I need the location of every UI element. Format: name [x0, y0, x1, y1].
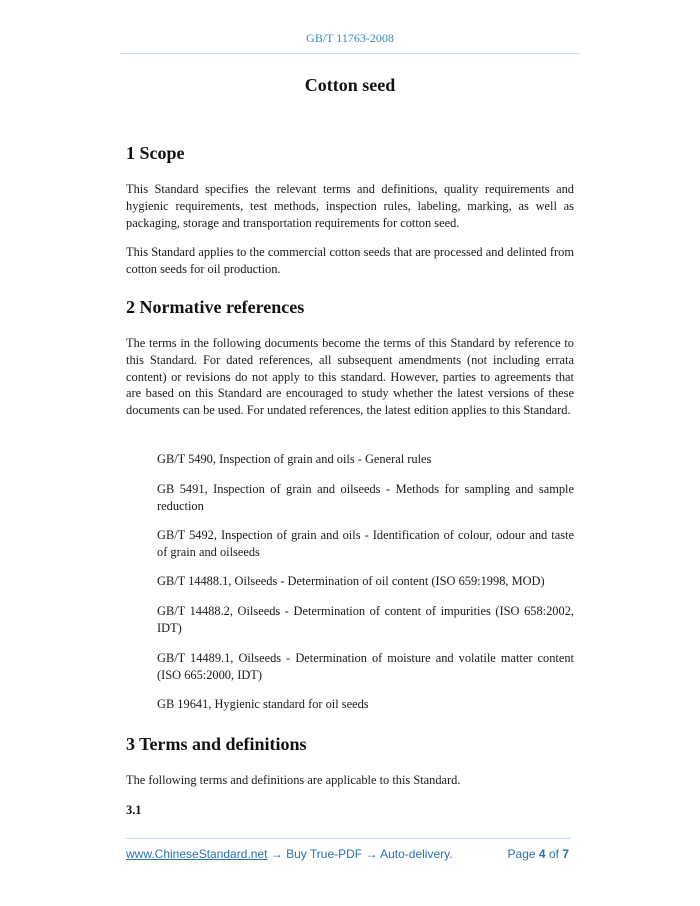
section-heading-normative-references: 2 Normative references — [126, 297, 305, 317]
promo-text: → Buy True-PDF → Auto-delivery. — [267, 847, 453, 861]
section-heading-terms-definitions: 3 Terms and definitions — [126, 734, 307, 754]
current-page: 4 — [538, 847, 546, 861]
standard-code-header: GB/T 11763-2008 — [306, 31, 394, 45]
clause-number: 3.1 — [126, 803, 142, 817]
page-footer — [126, 847, 571, 861]
scope-paragraph-1: This Standard specifies the relevant terms and definitions, quality requirements and hygienic requirements, test methods, inspection rules, labeling, marking, as well as packaging, storage and transportation requirements for cotton seed. — [126, 182, 574, 230]
reference-item: GB 19641, Hygienic standard for oil seeds — [157, 697, 369, 711]
section-heading-scope: 1 Scope — [126, 143, 185, 163]
page-label: Page — [507, 847, 536, 861]
terms-definitions-paragraph: The following terms and definitions are applicable to this Standard. — [126, 773, 461, 787]
reference-item: GB/T 14488.2, Oilseeds - Determination of content of impurities (ISO 658:2002, IDT) — [157, 604, 574, 635]
website-link[interactable]: www.ChineseStandard.net — [126, 847, 268, 861]
scope-paragraph-2: This Standard applies to the commercial cotton seeds that are processed and delinted from cotton seeds for oil production. — [126, 245, 574, 276]
normative-references-paragraph: The terms in the following documents become the terms of this Standard by reference to this Standard. For dated references, all subsequent amendments (not including errata content) or revisions do not apply to this standard. However, parties to agreements that are based on this Standard are encouraged to study whether the latest versions of these documents can be used. For undated references, the latest edition applies to this Standard. — [126, 336, 574, 418]
page-indicator — [508, 847, 569, 861]
reference-item: GB 5491, Inspection of grain and oilseeds - Methods for sampling and sample reduction — [157, 482, 574, 513]
footer-divider — [126, 838, 571, 839]
total-pages: 7 — [562, 847, 569, 861]
reference-item: GB/T 5492, Inspection of grain and oils - Identification of colour, odour and taste of grain and oilseeds — [157, 528, 574, 559]
reference-item: GB/T 14489.1, Oilseeds - Determination of moisture and volatile matter content (ISO 665:2000, IDT) — [157, 651, 574, 682]
page-of-label: of — [548, 847, 559, 861]
document-title: Cotton seed — [304, 75, 396, 95]
reference-item: GB/T 14488.1, Oilseeds - Determination of oil content (ISO 659:1998, MOD) — [157, 574, 545, 588]
reference-item: GB/T 5490, Inspection of grain and oils - General rules — [157, 452, 432, 466]
header-divider — [120, 53, 580, 54]
